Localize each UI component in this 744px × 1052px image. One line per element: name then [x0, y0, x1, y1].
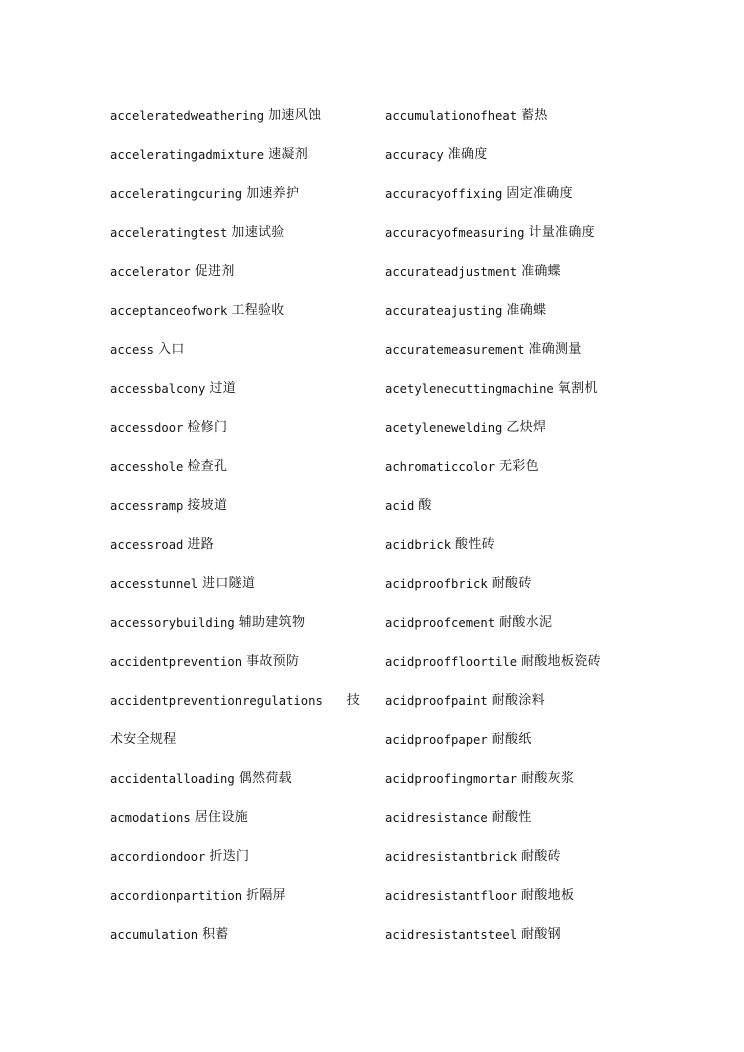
- entry-term: acetylenewelding: [385, 420, 503, 435]
- entry-translation: 蓄热: [521, 107, 548, 123]
- entry-term: accuracyofmeasuring: [385, 225, 525, 240]
- entry-translation: 检修门: [187, 419, 228, 435]
- glossary-entry: [385, 759, 645, 798]
- entry-term: acceptanceofwork: [110, 303, 228, 318]
- glossary-entry: [110, 915, 370, 954]
- entry-term: accurateadjustment: [385, 264, 518, 279]
- glossary-entry: [110, 174, 370, 213]
- left-column: [110, 96, 370, 954]
- glossary-entry: [385, 642, 645, 681]
- entry-term: accesstunnel: [110, 576, 199, 591]
- entry-translation: 促进剂: [194, 263, 235, 279]
- entry-term: acidproofingmortar: [385, 771, 518, 786]
- glossary-entry: [385, 213, 645, 252]
- entry-term: acceleratingadmixture: [110, 147, 265, 162]
- entry-translation: 术安全规程: [110, 731, 177, 747]
- entry-term: acidproofbrick: [385, 576, 488, 591]
- glossary-entry: [385, 174, 645, 213]
- entry-term: access: [110, 342, 155, 357]
- entry-translation: 积蓄: [202, 926, 229, 942]
- glossary-entry: [385, 876, 645, 915]
- glossary-entry: [385, 330, 645, 369]
- entry-translation: 加速试验: [231, 224, 285, 240]
- glossary-entry: [385, 135, 645, 174]
- entry-translation: 进口隧道: [202, 575, 256, 591]
- entry-term: acidbrick: [385, 537, 452, 552]
- entry-term: acceleratingtest: [110, 225, 228, 240]
- entry-translation: 加速风蚀: [268, 107, 322, 123]
- glossary-entry: [110, 681, 360, 720]
- glossary-entry: [385, 564, 645, 603]
- entry-term: acidproofpaint: [385, 693, 488, 708]
- glossary-entry: [385, 291, 645, 330]
- glossary-entry: [385, 681, 645, 720]
- entry-translation: 加速养护: [246, 185, 300, 201]
- entry-translation: 技: [346, 692, 360, 708]
- glossary-entry: [110, 876, 370, 915]
- entry-term: achromaticcolor: [385, 459, 496, 474]
- entry-translation: 乙炔焊: [506, 419, 547, 435]
- entry-translation: 辅助建筑物: [238, 614, 306, 630]
- glossary-entry: [110, 213, 370, 252]
- entry-term: acidresistance: [385, 810, 488, 825]
- entry-term: accidentalloading: [110, 771, 235, 786]
- entry-term: accordionpartition: [110, 888, 243, 903]
- glossary-entry: [385, 837, 645, 876]
- glossary-entry: [110, 525, 370, 564]
- entry-translation: 偶然荷载: [238, 770, 292, 786]
- entry-term: accumulationofheat: [385, 108, 518, 123]
- entry-term: acidproofcement: [385, 615, 496, 630]
- glossary-entry: [385, 525, 645, 564]
- entry-translation: 耐酸砖: [491, 575, 532, 591]
- entry-translation: 耐酸砖: [521, 848, 561, 864]
- entry-term: acidresistantsteel: [385, 927, 518, 942]
- entry-translation: 耐酸纸: [491, 731, 532, 747]
- entry-translation: 耐酸地板瓷砖: [521, 653, 601, 669]
- glossary-entry: [110, 447, 370, 486]
- entry-term: accidentprevention: [110, 654, 243, 669]
- entry-translation: 准确蝶: [506, 302, 547, 318]
- glossary-entry: [110, 252, 370, 291]
- entry-term: acidproofpaper: [385, 732, 488, 747]
- entry-translation: 无彩色: [499, 458, 539, 474]
- entry-term: accessorybuilding: [110, 615, 235, 630]
- entry-term: accessdoor: [110, 420, 184, 435]
- glossary-entry: [385, 603, 645, 642]
- glossary-entry: [110, 486, 370, 525]
- entry-translation: 准确度: [447, 146, 488, 162]
- entry-term: accessroad: [110, 537, 184, 552]
- entry-translation: 折迭门: [209, 848, 250, 864]
- glossary-entry: [110, 96, 370, 135]
- entry-term: accidentpreventionregulations: [110, 693, 323, 708]
- entry-term: acidresistantfloor: [385, 888, 518, 903]
- glossary-entry: [110, 369, 370, 408]
- entry-term: accessbalcony: [110, 381, 206, 396]
- entry-translation: 过道: [209, 380, 236, 396]
- glossary-entry: [385, 408, 645, 447]
- entry-term: accurateajusting: [385, 303, 503, 318]
- entry-translation: 计量准确度: [528, 224, 595, 240]
- entry-translation: 检查孔: [187, 458, 228, 474]
- entry-term: acceleratingcuring: [110, 186, 243, 201]
- entry-term: acceleratedweathering: [110, 108, 265, 123]
- entry-translation: 酸性砖: [455, 536, 495, 552]
- entry-translation: 工程验收: [231, 302, 285, 318]
- entry-term: accessramp: [110, 498, 184, 513]
- entry-translation: 居住设施: [194, 809, 248, 825]
- entry-translation: 折隔屏: [246, 887, 286, 903]
- entry-translation: 准确蝶: [521, 263, 561, 279]
- entry-translation: 接坡道: [187, 497, 228, 513]
- glossary-entry: [385, 915, 645, 954]
- entry-translation: 酸: [418, 497, 432, 513]
- entry-translation: 速凝剂: [268, 146, 308, 162]
- entry-translation: 耐酸地板: [521, 887, 575, 903]
- entry-translation: 耐酸性: [491, 809, 532, 825]
- glossary-entry: [385, 252, 645, 291]
- entry-term: accumulation: [110, 927, 199, 942]
- glossary-entry: [110, 759, 370, 798]
- glossary-entry: [385, 486, 645, 525]
- entry-term: acidresistantbrick: [385, 849, 518, 864]
- entry-term: accuracyoffixing: [385, 186, 503, 201]
- glossary-entry: [385, 369, 645, 408]
- entry-translation: 入口: [158, 341, 185, 357]
- glossary-entry: [385, 447, 645, 486]
- entry-term: accordiondoor: [110, 849, 206, 864]
- entry-term: acetylenecuttingmachine: [385, 381, 554, 396]
- glossary-entry: [110, 642, 370, 681]
- glossary-entry: [385, 96, 645, 135]
- glossary-entry: [110, 291, 370, 330]
- entry-term: acid: [385, 498, 415, 513]
- entry-translation: 进路: [187, 536, 214, 552]
- glossary-entry: [110, 564, 370, 603]
- glossary-entry: [110, 798, 370, 837]
- entry-translation: 耐酸钢: [521, 926, 561, 942]
- entry-translation: 耐酸涂料: [491, 692, 545, 708]
- right-column: [385, 96, 645, 954]
- entry-term: accuracy: [385, 147, 444, 162]
- glossary-entry: [110, 135, 370, 174]
- glossary-entry: [110, 603, 370, 642]
- entry-translation: 氧割机: [557, 380, 598, 396]
- entry-term: accuratemeasurement: [385, 342, 525, 357]
- glossary-entry: [110, 837, 370, 876]
- glossary-entry-continuation: [110, 720, 370, 759]
- glossary-entry: [385, 798, 645, 837]
- entry-term: accelerator: [110, 264, 191, 279]
- entry-term: accesshole: [110, 459, 184, 474]
- glossary-entry: [110, 408, 370, 447]
- entry-translation: 事故预防: [246, 653, 300, 669]
- entry-translation: 耐酸灰浆: [521, 770, 575, 786]
- entry-translation: 固定准确度: [506, 185, 573, 201]
- entry-translation: 耐酸水泥: [499, 614, 553, 630]
- entry-term: acmodations: [110, 810, 191, 825]
- entry-translation: 准确测量: [528, 341, 582, 357]
- glossary-entry: [385, 720, 645, 759]
- entry-term: acidprooffloortile: [385, 654, 518, 669]
- glossary-entry: [110, 330, 370, 369]
